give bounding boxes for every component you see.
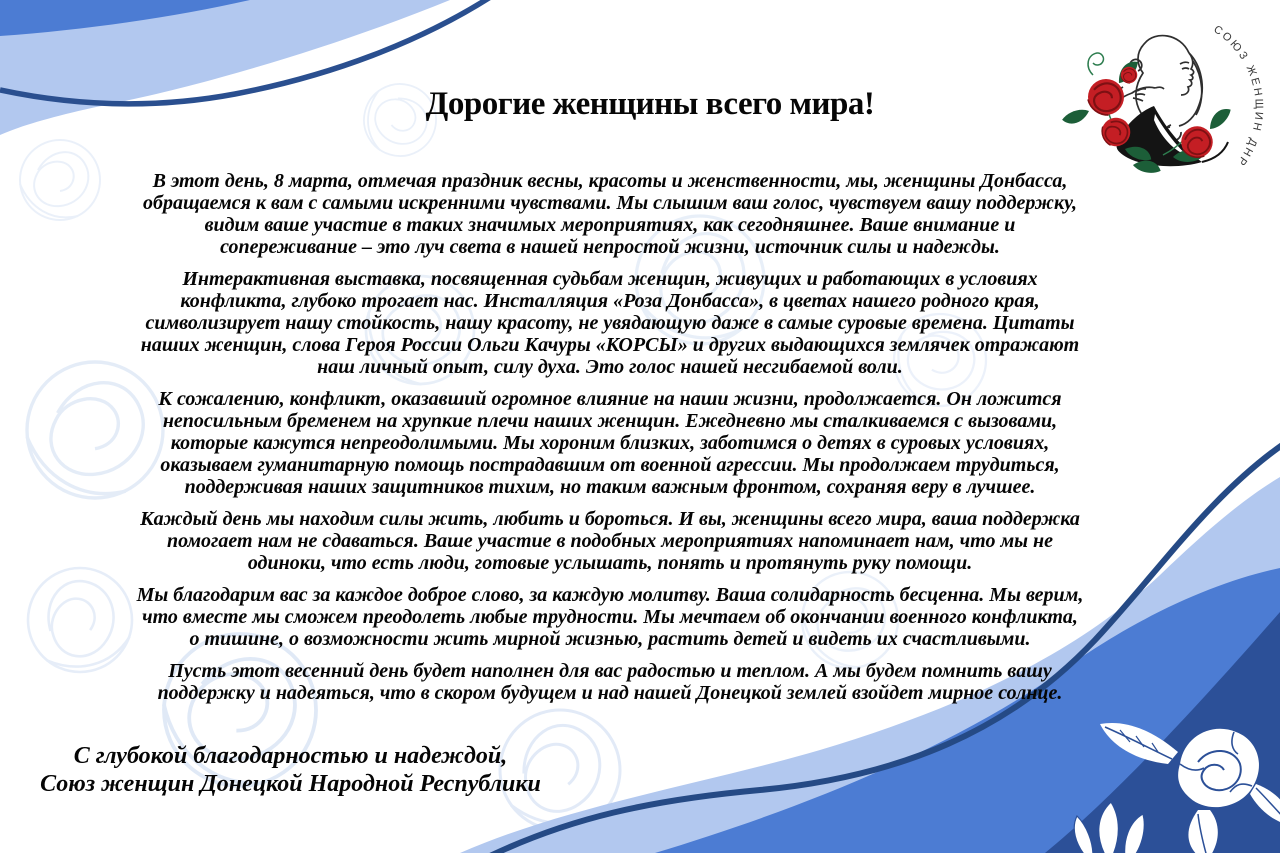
logo-arc-label: СОЮЗ ЖЕНЩИН ДНР: [1211, 23, 1265, 170]
paragraph-gratitude: Мы благодарим вас за каждое доброе слово, за каждую молитву. Ваша солидарность бесценна. Мы верим, что вместе мы сможем преодолеть любые трудности. Мы мечтаем об окончании военного конфликта, о тишине, о возможности жить мирной жизнью, растить детей и видеть их счастливыми.: [136, 584, 1084, 650]
signature-line-2: Союз женщин Донецкой Народной Республики: [40, 771, 541, 797]
paragraph-exhibition: Интерактивная выставка, посвященная судьбам женщин, живущих и работающих в условиях конфликта, глубоко трогает нас. Инсталляция «Роза Донбасса», в цветах нашего родного края, символизирует нашу стойкость, нашу красоту, не увядающую даже в самые суровые времена. Цитаты наших женщин, слова Героя России Ольги Качуры «КОРСЫ» и других выдающихся землячек отражают наш личный опыт, силу духа. Это голос нашей несгибаемой воли.: [140, 268, 1080, 378]
page-title: Дорогие женщины всего мира!: [425, 86, 875, 122]
letter-body: [135, 170, 1085, 714]
signature-block: [38, 742, 543, 798]
signature-line-1: С глубокой благодарностью и надеждой,: [73, 743, 508, 769]
paragraph-conflict: К сожалению, конфликт, оказавший огромное влияние на наши жизни, продолжается. Он ложится непосильным бременем на хрупкие плечи наших женщин. Ежедневно мы сталкиваемся с вызовами, которые кажутся непреодолимыми. Мы хороним близких, заботимся о детях в суровых условиях, оказываем гуманитарную помощь пострадавшим от военной агрессии. Мы продолжаем трудиться, поддерживая наших защитников тихим, но таким важным фронтом, сохраняя веру в лучшее.: [158, 388, 1062, 498]
paragraph-greeting: В этот день, 8 марта, отмечая праздник весны, красоты и женственности, мы, женщины Донбасса, обращаемся к вам с самыми искренними чувствами. Мы слышим ваш голос, чувствуем вашу поддержку, видим ваше участие в таких значимых мероприятиях, как сегодняшнее. Ваше внимание и сопереживание – это луч света в нашей непростой жизни, источник силы и надежды.: [143, 170, 1077, 258]
paragraph-wish: Пусть этот весенний день будет наполнен для вас радостью и теплом. А мы будем помнить вашу поддержку и надеяться, что в скором будущем и над нашей Донецкой землей взойдет мирное солнце.: [157, 660, 1063, 704]
paragraph-support: Каждый день мы находим силы жить, любить и бороться. И вы, женщины всего мира, ваша поддержка помогает нам не сдаваться. Ваше участие в подобных мероприятиях напоминает нам, что мы не одиноки, что есть люди, готовые услышать, понять и протянуть руку помощи.: [140, 508, 1080, 574]
